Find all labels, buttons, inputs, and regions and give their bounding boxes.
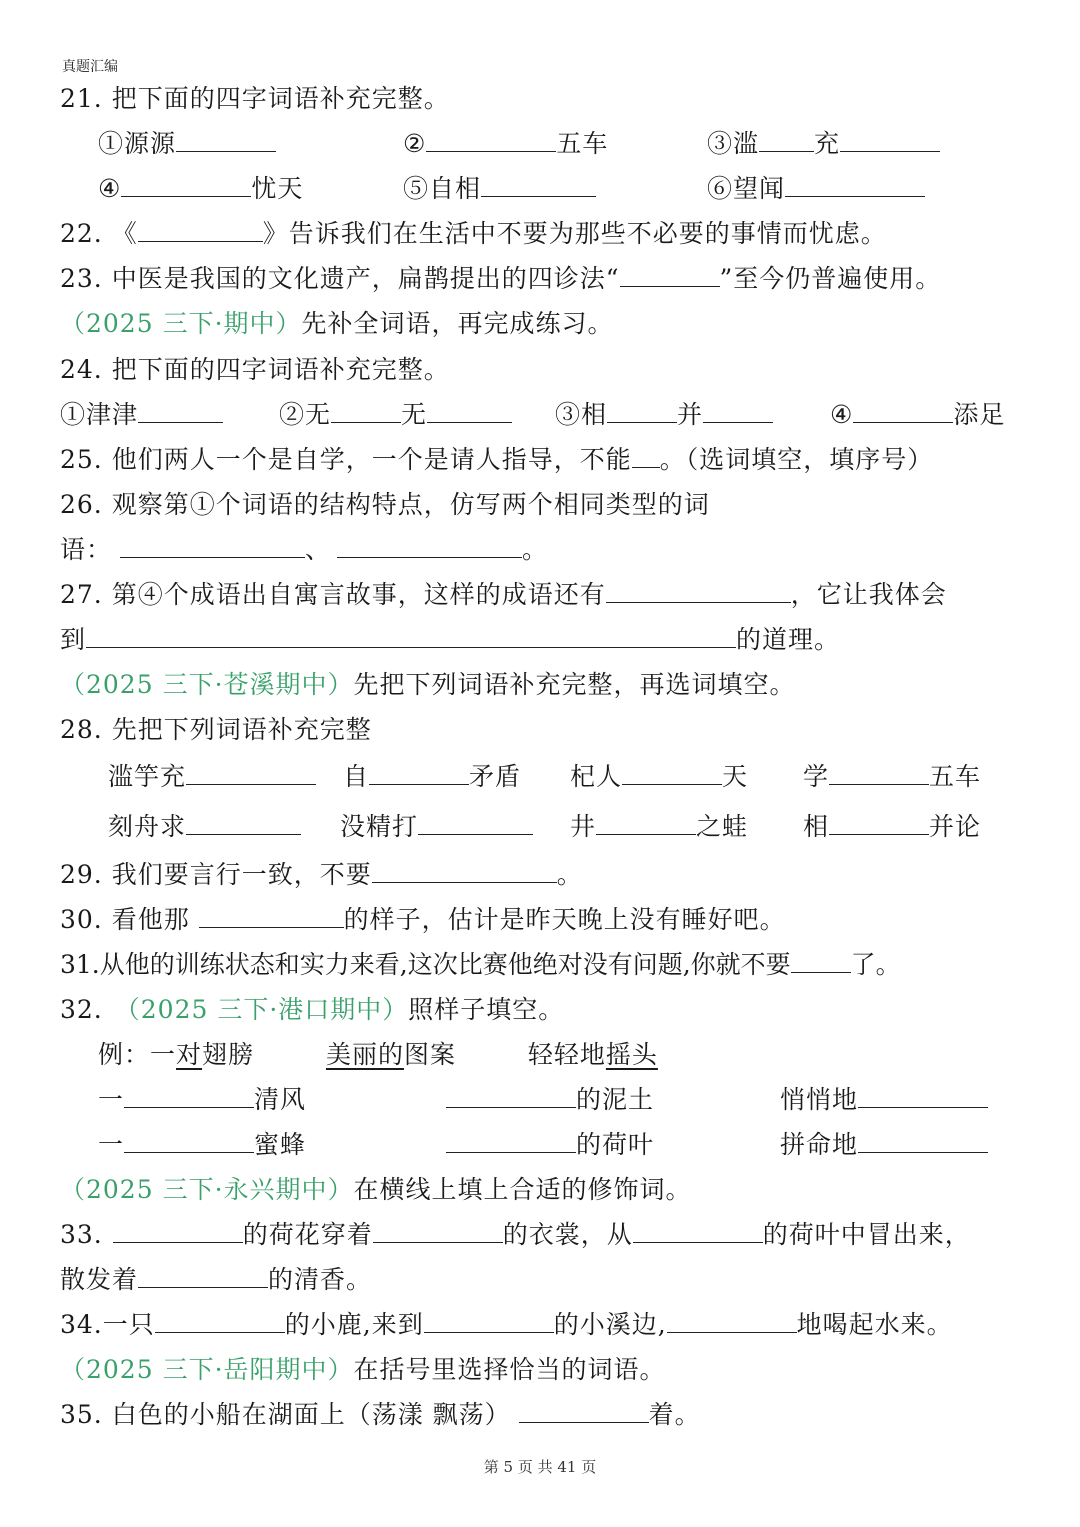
- q32-row2-col1: 一 蜜蜂: [98, 1130, 307, 1159]
- blank[interactable]: [446, 1128, 576, 1153]
- q32-row1-col3: 悄悄地: [780, 1083, 988, 1117]
- blank[interactable]: [791, 948, 851, 973]
- blank[interactable]: [703, 398, 773, 423]
- q24-title: 24. 把下面的四字词语补充完整。: [60, 355, 450, 384]
- q30: 30. 看他那 的样子，估计是昨天晚上没有睡好吧。: [60, 905, 786, 934]
- blank[interactable]: [124, 1128, 254, 1153]
- q28-item-2: 自 矛盾: [343, 762, 522, 791]
- q21-title: 21. 把下面的四字词语补充完整。: [60, 84, 450, 113]
- q32-row1-col1: 一 清风: [98, 1085, 307, 1114]
- blank[interactable]: [759, 127, 814, 152]
- blank[interactable]: [519, 1398, 649, 1423]
- page-footer: 第 5 页 共 41 页: [483, 1458, 597, 1476]
- blank[interactable]: [840, 127, 940, 152]
- q28-item-6: 没精打: [340, 810, 533, 844]
- blank[interactable]: [829, 810, 929, 835]
- blank[interactable]: [113, 1218, 243, 1243]
- q33-line1: 33. 的荷花穿着 的衣裳，从 的荷叶中冒出来，: [60, 1220, 971, 1249]
- q25: 25. 他们两人一个是自学，一个是请人指导，不能 。（选词填空，填序号）: [60, 445, 934, 474]
- q21-item-2: ② 五车: [403, 129, 609, 158]
- section-heading-4: （2025 三下·岳阳期中）在括号里选择恰当的词语。: [60, 1355, 666, 1384]
- q26-line2: 语： 、 。: [60, 535, 549, 564]
- q29: 29. 我们要言行一致，不要 。: [60, 860, 583, 889]
- blank[interactable]: [373, 1218, 503, 1243]
- blank[interactable]: [337, 533, 522, 558]
- q31: 31.从他的训练状态和实力来看,这次比赛他绝对没有问题,你就不要 了。: [60, 950, 901, 979]
- q24-item-3: ③相 并: [555, 398, 773, 432]
- q21-item-1: ①源源: [98, 127, 276, 161]
- blank[interactable]: [120, 533, 305, 558]
- q23: 23. 中医是我国的文化遗产，扁鹊提出的四诊法“ ”至今仍普遍使用。: [60, 264, 942, 293]
- blank[interactable]: [369, 760, 469, 785]
- blank[interactable]: [481, 172, 596, 197]
- q33-line2: 散发着 的清香。: [60, 1265, 373, 1294]
- blank[interactable]: [424, 1308, 554, 1333]
- blank[interactable]: [446, 1083, 576, 1108]
- q22: 22. 《 》告诉我们在生活中不要为那些不必要的事情而忧虑。: [60, 219, 887, 248]
- q21-item-4: ④ 忧天: [98, 174, 304, 203]
- blank[interactable]: [124, 1083, 254, 1108]
- q28-item-3: 杞人 天: [570, 762, 749, 791]
- blank[interactable]: [620, 262, 720, 287]
- blank[interactable]: [606, 578, 791, 603]
- section-heading-2: （2025 三下·苍溪期中）先把下列词语补充完整，再选词填空。: [60, 670, 796, 699]
- q28-item-5: 刻舟求: [108, 810, 301, 844]
- blank[interactable]: [667, 1308, 797, 1333]
- blank[interactable]: [138, 398, 223, 423]
- blank[interactable]: [199, 903, 344, 928]
- q32-example: 例：一对翅膀 美丽的图案 轻轻地摇头: [98, 1040, 658, 1069]
- q28-item-7: 井 之蛙: [570, 812, 749, 841]
- q34: 34.一只 的小鹿,来到 的小溪边, 地喝起水来。: [60, 1310, 953, 1339]
- q28-item-4: 学 五车: [803, 762, 982, 791]
- blank[interactable]: [372, 858, 557, 883]
- q21-item-5: ⑤自相: [403, 172, 596, 206]
- section-heading-3: （2025 三下·永兴期中）在横线上填上合适的修饰词。: [60, 1175, 692, 1204]
- q27-line1: 27. 第④个成语出自寓言故事，这样的成语还有 ，它让我体会: [60, 580, 947, 609]
- blank[interactable]: [829, 760, 929, 785]
- blank[interactable]: [632, 443, 660, 468]
- q21-item-3: ③滥 充: [707, 127, 940, 161]
- blank[interactable]: [853, 398, 953, 423]
- q28-title: 28. 先把下列词语补充完整: [60, 715, 372, 744]
- q24-item-4: ④ 添足: [830, 400, 1006, 429]
- blank[interactable]: [138, 1263, 268, 1288]
- blank[interactable]: [633, 1218, 763, 1243]
- blank[interactable]: [426, 127, 556, 152]
- blank[interactable]: [331, 398, 401, 423]
- blank[interactable]: [176, 127, 276, 152]
- section-heading-1: （2025 三下·期中）先补全词语，再完成练习。: [60, 309, 614, 338]
- blank[interactable]: [86, 623, 736, 648]
- q32-title: 32. （2025 三下·港口期中）照样子填空。: [60, 995, 565, 1024]
- q32-row1-col2: 的泥土: [446, 1083, 654, 1117]
- blank[interactable]: [186, 810, 301, 835]
- header-label: 真题汇编: [62, 59, 118, 75]
- q35: 35. 白色的小船在湖面上（荡漾 飘荡） 着。: [60, 1400, 701, 1429]
- q24-item-1: ①津津: [60, 398, 223, 432]
- blank[interactable]: [155, 1308, 285, 1333]
- blank[interactable]: [785, 172, 925, 197]
- q21-item-6: ⑥望闻: [707, 172, 925, 206]
- blank[interactable]: [622, 760, 722, 785]
- q26-line1: 26. 观察第①个词语的结构特点，仿写两个相同类型的词: [60, 490, 710, 519]
- blank[interactable]: [858, 1128, 988, 1153]
- blank[interactable]: [121, 172, 251, 197]
- q24-item-2: ②无 无: [279, 398, 512, 432]
- q28-item-8: 相 并论: [803, 812, 982, 841]
- blank[interactable]: [138, 217, 263, 242]
- q27-line2: 到 的道理。: [60, 625, 841, 654]
- blank[interactable]: [607, 398, 677, 423]
- blank[interactable]: [596, 810, 696, 835]
- blank[interactable]: [418, 810, 533, 835]
- q32-row2-col3: 拼命地: [780, 1128, 988, 1162]
- q28-item-1: 滥竽充: [108, 760, 316, 794]
- blank[interactable]: [186, 760, 316, 785]
- blank[interactable]: [858, 1083, 988, 1108]
- blank[interactable]: [427, 398, 512, 423]
- q32-row2-col2: 的荷叶: [446, 1128, 654, 1162]
